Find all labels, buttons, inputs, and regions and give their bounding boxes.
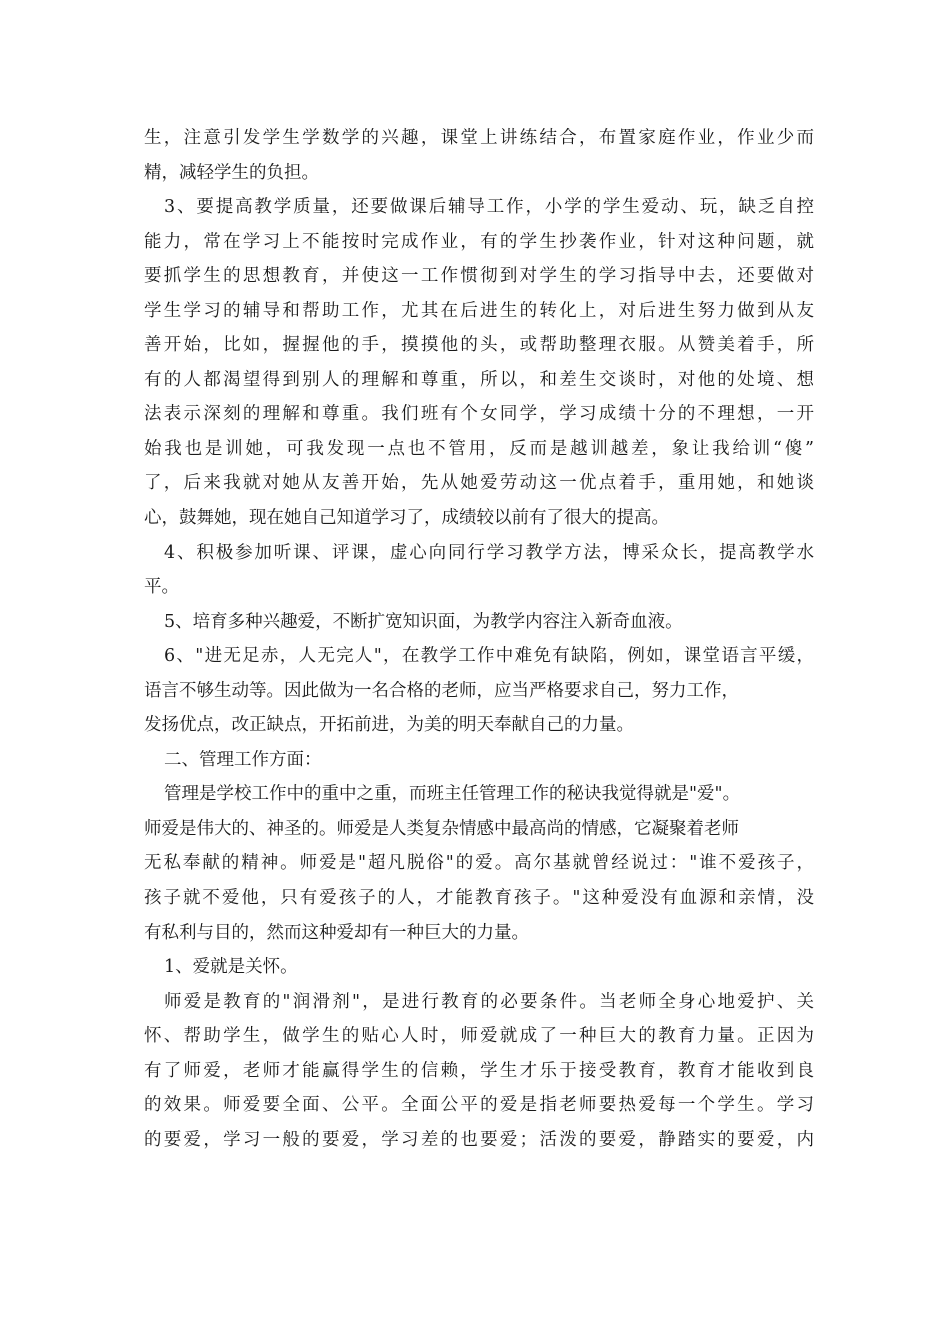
text-line: 语言不够生动等。因此做为一名合格的老师，应当严格要求自己，努力工作， (144, 680, 739, 701)
document-body (144, 121, 814, 1157)
text-line: 平。 (144, 577, 179, 598)
text-line: 师爱是伟大的、神圣的。师爱是人类复杂情感中最高尚的情感，它凝聚着老师 (144, 818, 739, 839)
text-line: 师爱是教育的"润滑剂"，是进行教育的必要条件。当老师全身心地爱护、关 (164, 991, 814, 1012)
text-line: 善开始，比如，握握他的手，摸摸他的头，或帮助整理衣服。从赞美着手，所 (144, 335, 814, 356)
text-line: 了，后来我就对她从友善开始，先从她爱劳动这一优点着手，重用她，和她谈 (144, 473, 814, 494)
text-line: 的要爱，学习一般的要爱，学习差的也要爱；活泼的要爱，静踏实的要爱，内 (144, 1129, 814, 1150)
text-line: 二、管理工作方面： (164, 749, 322, 770)
text-line: 6、"进无足赤，人无完人"，在教学工作中难免有缺陷，例如，课堂语言平缓， (164, 646, 814, 667)
document-page (144, 121, 814, 1157)
text-line: 能力，常在学习上不能按时完成作业，有的学生抄袭作业，针对这种问题，就 (144, 231, 814, 252)
text-line: 要抓学生的思想教育，并使这一工作惯彻到对学生的学习指导中去，还要做对 (144, 266, 814, 287)
text-line: 管理是学校工作中的重中之重，而班主任管理工作的秘诀我觉得就是"爱"。 (164, 784, 741, 805)
text-line: 无私奉献的精神。师爱是"超凡脱俗"的爱。高尔基就曾经说过："谁不爱孩子， (144, 853, 814, 874)
text-line: 有了师爱，老师才能赢得学生的信赖，学生才乐于接受教育，教育才能收到良 (144, 1060, 814, 1081)
text-line: 法表示深刻的理解和尊重。我们班有个女同学，学习成绩十分的不理想，一开 (144, 404, 814, 425)
text-line: 5、培育多种兴趣爱，不断扩宽知识面，为教学内容注入新奇血液。 (164, 611, 683, 632)
text-line: 1、爱就是关怀。 (164, 957, 298, 978)
text-line: 有私利与目的，然而这种爱却有一种巨大的力量。 (144, 922, 529, 943)
text-line: 生，注意引发学生学数学的兴趣，课堂上讲练结合，布置家庭作业，作业少而 (144, 128, 814, 148)
text-line: 怀、帮助学生，做学生的贴心人时，师爱就成了一种巨大的教育力量。正因为 (144, 1026, 814, 1047)
text-line: 有的人都渴望得到别人的理解和尊重，所以，和差生交谈时，对他的处境、想 (144, 369, 814, 390)
text-line: 孩子就不爱他，只有爱孩子的人，才能教育孩子。"这种爱没有血源和亲情，没 (144, 888, 814, 909)
text-line: 始我也是训她，可我发现一点也不管用，反而是越训越差，象让我给训“傻” (144, 438, 814, 459)
text-line: 心，鼓舞她，现在她自己知道学习了，成绩较以前有了很大的提高。 (144, 508, 669, 529)
text-line: 精，减轻学生的负担。 (144, 162, 319, 183)
text-line: 学生学习的辅导和帮助工作，尤其在后进生的转化上，对后进生努力做到从友 (144, 300, 814, 321)
text-line: 发扬优点，改正缺点，开拓前进，为美的明天奉献自己的力量。 (144, 715, 634, 736)
text-line: 的效果。师爱要全面、公平。全面公平的爱是指老师要热爱每一个学生。学习 (144, 1095, 814, 1116)
text-line: 3、要提高教学质量，还要做课后辅导工作，小学的学生爱动、玩，缺乏自控 (164, 197, 814, 218)
text-line: 4、积极参加听课、评课，虚心向同行学习教学方法，博采众长，提高教学水 (164, 542, 814, 563)
